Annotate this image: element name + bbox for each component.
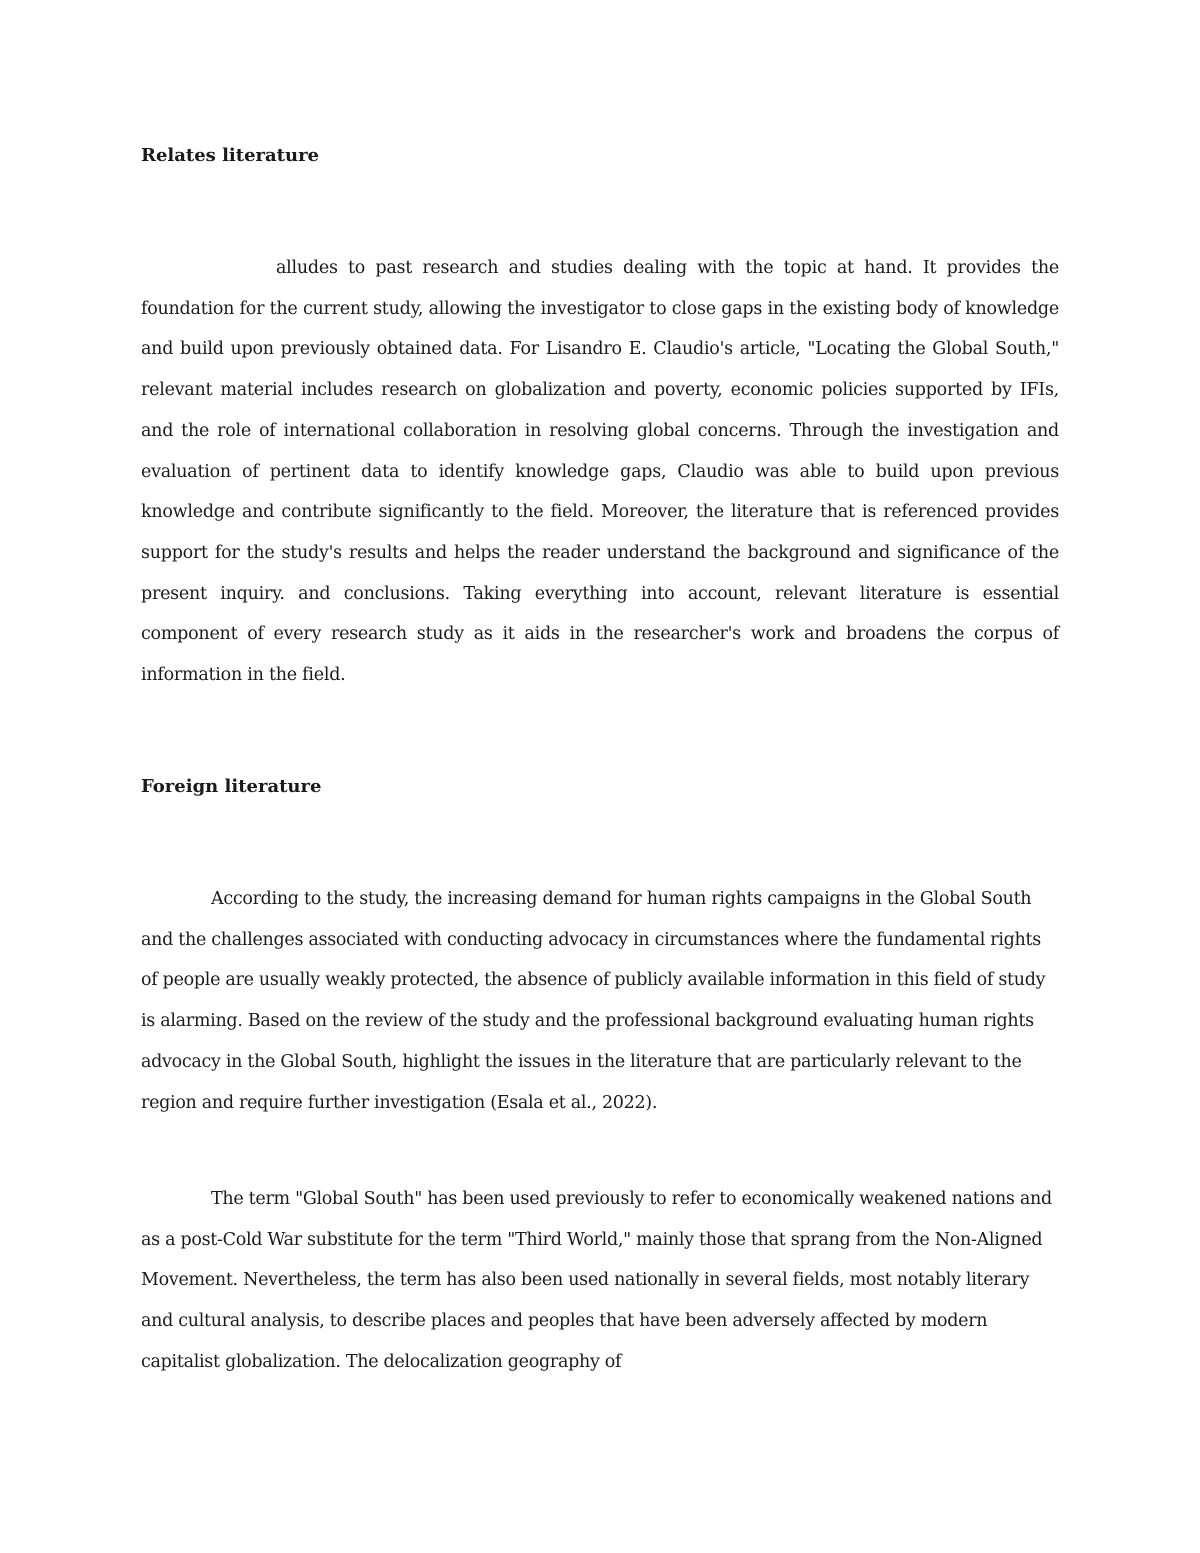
- section-heading-relates-literature: Relates literature: [141, 145, 320, 166]
- paragraph-foreign-literature-1: According to the study, the increasing demand for human rights campaigns in the Global South and the challenges associated with conducting advocacy in circumstances where the fundamental rights of people are usually weakly protected, the absence of publicly available information in this field of study is alarming. Based on the review of the study and the professional background evaluating human rights advocacy in the Global South, highlight the issues in the literature that are particularly relevant to the region and require further investigation (Esala et al., 2022).: [141, 889, 1046, 1113]
- section-heading-foreign-literature: Foreign literature: [141, 776, 322, 797]
- paragraph-relates-literature: alludes to past research and studies dealing with the topic at hand. It provides the foundation for the current study, allowing the investigator to close gaps in the existing body of knowledge and build upon previously obtained data. For Lisandro E. Claudio's article, "Locating the Global South," relevant material includes research on globalization and poverty, economic policies supported by IFIs, and the role of international collaboration in resolving global concerns. Through the investigation and evaluation of pertinent data to identify knowledge gaps, Claudio was able to build upon previous knowledge and contribute significantly to the field. Moreover, the literature that is referenced provides support for the study's results and helps the reader understand the background and significance of the present inquiry. and conclusions. Taking everything into account, relevant literature is essential component of every research study as it aids in the researcher's work and broadens the corpus of information in the field.: [141, 258, 1059, 686]
- paragraph-foreign-literature-2: The term "Global South" has been used previously to refer to economically weakened nations and as a post-Cold War substitute for the term "Third World," mainly those that sprang from the Non-Aligned Movement. Nevertheless, the term has also been used nationally in several fields, most notably literary and cultural analysis, to describe places and peoples that have been adversely affected by modern capitalist globalization. The delocalization geography of: [141, 1189, 1052, 1372]
